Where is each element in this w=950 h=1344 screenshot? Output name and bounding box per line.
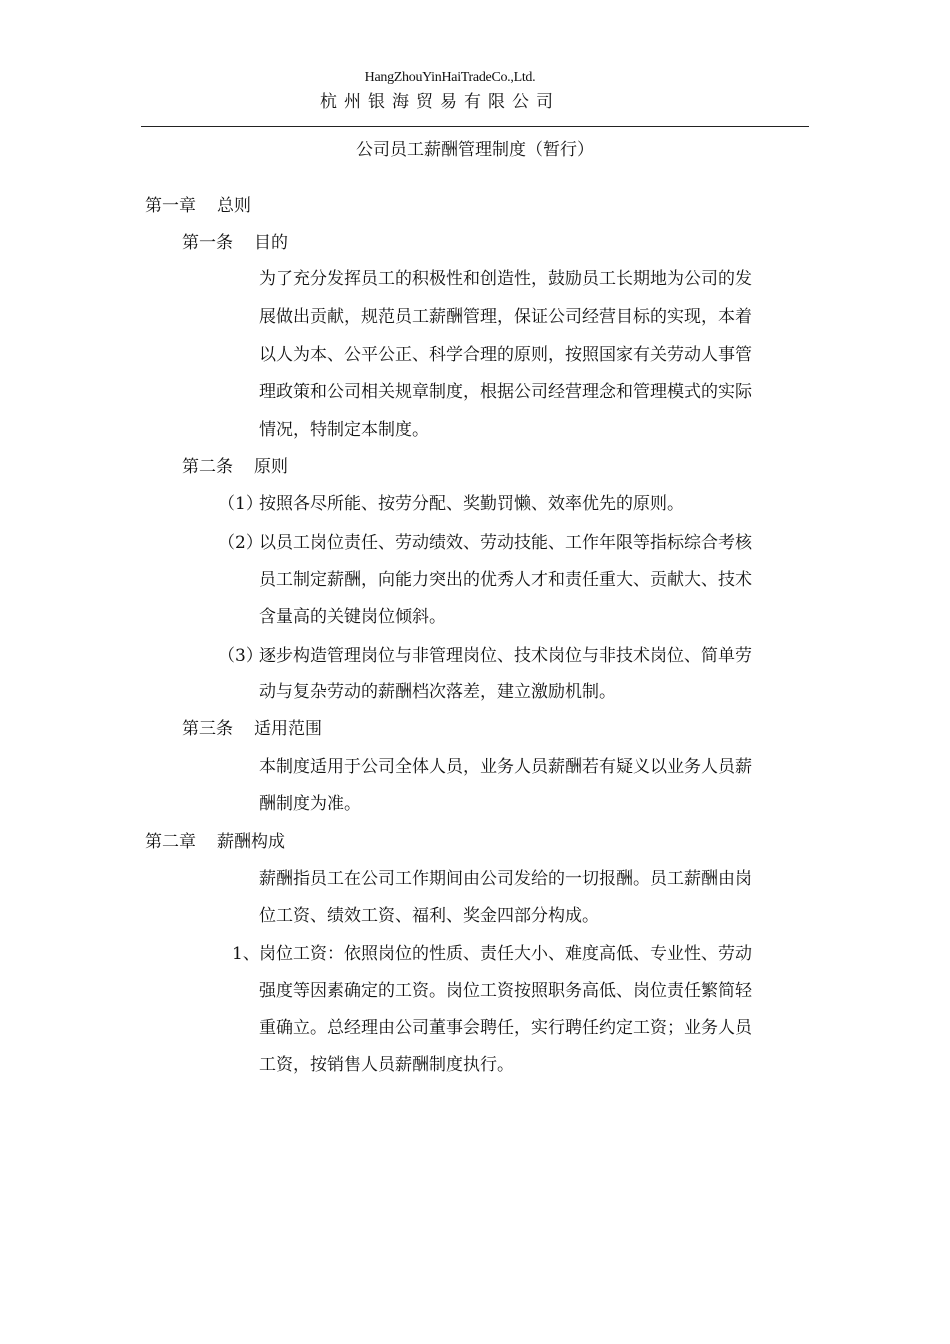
header-divider xyxy=(141,126,809,127)
chapter-2-heading xyxy=(145,831,285,853)
article-1-line: 为了充分发挥员工的积极性和创造性，鼓励员工长期地为公司的发 xyxy=(259,269,752,289)
article-1-line: 理政策和公司相关规章制度，根据公司经营理念和管理模式的实际 xyxy=(259,382,752,402)
chapter-1-title: 总则 xyxy=(217,196,251,216)
principle-item-label: （3） xyxy=(218,646,263,666)
principle-item-line: 按照各尽所能、按劳分配、奖勤罚懒、效率优先的原则。 xyxy=(259,494,684,514)
article-2-heading xyxy=(182,456,288,478)
principle-item-line: 以员工岗位责任、劳动绩效、劳动技能、工作年限等指标综合考核 xyxy=(259,533,752,553)
principle-item-line: 逐步构造管理岗位与非管理岗位、技术岗位与非技术岗位、简单劳 xyxy=(259,646,752,666)
principle-item-line: 动与复杂劳动的薪酬档次落差，建立激励机制。 xyxy=(259,682,616,702)
article-3-title: 适用范围 xyxy=(254,719,322,739)
principle-item-label: （2） xyxy=(218,533,263,553)
document-title: 公司员工薪酬管理制度（暂行） xyxy=(356,140,594,160)
chapter-1-number: 第一章 xyxy=(145,196,196,216)
chapter-2-intro-line: 薪酬指员工在公司工作期间由公司发给的一切报酬。员工薪酬由岗 xyxy=(259,869,752,889)
article-1-line: 情况，特制定本制度。 xyxy=(259,420,429,440)
article-2-number: 第二条 xyxy=(182,457,233,477)
chapter-2-intro-line: 位工资、绩效工资、福利、奖金四部分构成。 xyxy=(259,906,599,926)
article-1-heading xyxy=(182,232,288,254)
chapter-2-number: 第二章 xyxy=(145,832,196,852)
article-1-line: 展做出贡献，规范员工薪酬管理，保证公司经营目标的实现，本着 xyxy=(259,307,752,327)
company-name-english: HangZhouYinHaiTradeCo.,Ltd. xyxy=(364,70,536,85)
article-1-title: 目的 xyxy=(254,233,288,253)
composition-item-label: 1、 xyxy=(232,944,260,964)
article-1-number: 第一条 xyxy=(182,233,233,253)
article-3-line: 酬制度为准。 xyxy=(259,794,361,814)
company-name-chinese: 杭州银海贸易有限公司 xyxy=(320,92,560,112)
article-3-number: 第三条 xyxy=(182,719,233,739)
article-3-heading xyxy=(182,718,322,740)
composition-item-line: 重确立。总经理由公司董事会聘任，实行聘任约定工资；业务人员 xyxy=(259,1018,752,1038)
composition-item-line: 岗位工资：依照岗位的性质、责任大小、难度高低、专业性、劳动 xyxy=(259,944,752,964)
principle-item-line: 含量高的关键岗位倾斜。 xyxy=(259,607,446,627)
article-1-line: 以人为本、公平公正、科学合理的原则，按照国家有关劳动人事管 xyxy=(259,345,752,365)
principle-item-label: （1） xyxy=(218,494,263,514)
chapter-2-title: 薪酬构成 xyxy=(217,832,285,852)
article-2-title: 原则 xyxy=(254,457,288,477)
article-3-line: 本制度适用于公司全体人员，业务人员薪酬若有疑义以业务人员薪 xyxy=(259,757,752,777)
chapter-1-heading xyxy=(145,195,251,217)
composition-item-line: 强度等因素确定的工资。岗位工资按照职务高低、岗位责任繁简轻 xyxy=(259,981,752,1001)
principle-item-line: 员工制定薪酬，向能力突出的优秀人才和责任重大、贡献大、技术 xyxy=(259,570,752,590)
composition-item-line: 工资，按销售人员薪酬制度执行。 xyxy=(259,1055,514,1075)
